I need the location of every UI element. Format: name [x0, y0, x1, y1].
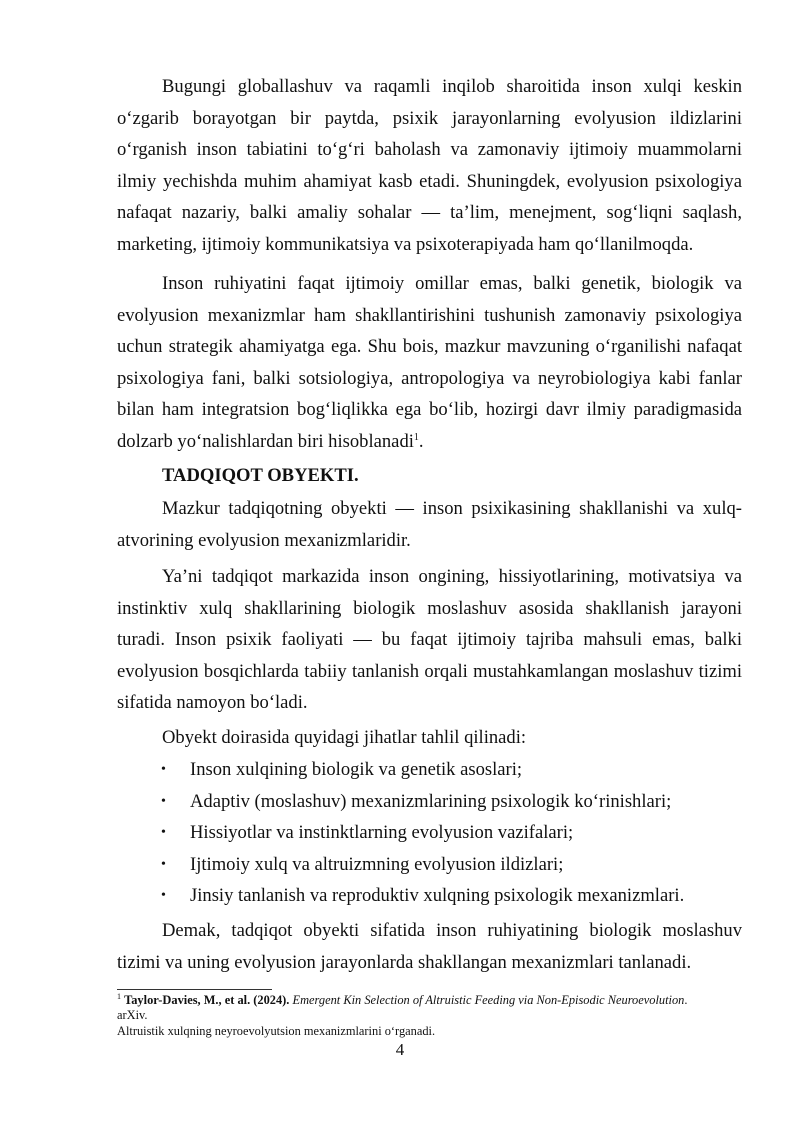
aspects-list [117, 754, 742, 912]
bullet-icon: • [161, 825, 166, 841]
paragraph-relevance [117, 268, 742, 458]
list-item [117, 754, 742, 786]
list-item-text: Inson xulqining biologik va genetik asoslari; [190, 759, 523, 780]
list-item [117, 880, 742, 912]
footnote [117, 993, 747, 1008]
footnote-authors: Taylor-Davies, M., et al. (2024). [124, 993, 290, 1007]
footnote-number: 1 [117, 991, 121, 1001]
bullet-icon: • [161, 762, 166, 777]
list-item-text: Hissiyotlar va instinktlarning evolyusion vazifalari; [190, 822, 574, 844]
list-item [117, 817, 742, 849]
footnote-reference: 1 [413, 431, 419, 443]
paragraph-relevance-end: . [418, 430, 424, 452]
paragraph-conclusion: Demak, tadqiqot obyekti sifatida inson ruhiyatining biologik moslashuv tizimi va uning evolyusion jarayonlarda shakllangan mexanizmlari tanlanadi. [117, 920, 742, 973]
list-item [117, 786, 742, 818]
list-item-text: Ijtimoiy xulq va altruizmning evolyusion ildizlari; [190, 853, 564, 875]
bullet-icon: • [161, 888, 166, 904]
list-item-text: Adaptiv (moslashuv) mexanizmlarining psixologik ko‘rinishlari; [190, 790, 672, 812]
page-number: 4 [395, 1040, 405, 1059]
paragraph-focus: Ya’ni tadqiqot markazida inson ongining, hissiyotlarining, motivatsiya va instinktiv xulq shakllarining biologik moslashuv asosida shakllanish jarayoni turadi. Inson psixik faoliyati — bu faqat ijtimoiy tajriba mahsuli emas, balki evolyusion bosqichlarda tabiiy tanlanish orqali mustahkamlangan moslashuv tizimi sifatida namoyon bo‘ladi. [117, 566, 742, 714]
paragraph-object: Mazkur tadqiqotning obyekti — inson psixikasining shakllanishi va xulq-atvorining evolyusion mexanizmlaridir. [117, 498, 742, 551]
bullet-icon: • [161, 856, 166, 872]
footnote-title: Emergent Kin Selection of Altruistic Feeding via Non-Episodic Neuroevolution [292, 993, 685, 1007]
section-heading: TADQIQOT OBYEKTI. [162, 465, 359, 486]
footnote-title-end: . [684, 993, 688, 1007]
list-item-text: Jinsiy tanlanish va reproduktiv xulqning psixologik mexanizmlari. [190, 885, 685, 907]
footnote-separator [117, 989, 272, 990]
footnote-source: arXiv. [117, 1008, 148, 1022]
paragraph-relevance-text: Inson ruhiyatini faqat ijtimoiy omillar emas, balki genetik, biologik va evolyusion mexanizmlar ham shakllantirishini tushunish zamonaviy psixologiya uchun strategik ahamiyatga ega. Shu bois, mazkur mavzuning o‘rganilishi nafaqat psixologiya fani, balki sotsiologiya, antropologiya va neyrobiologiya kabi fanlar bilan ham integratsion bog‘liqlikka ega bo‘lib, hozirgi davr ilmiy paradigmasida dolzarb yo‘nalishlardan biri hisoblanadi [117, 273, 742, 452]
paragraph-list-intro: Obyekt doirasida quyidagi jihatlar tahlil qilinadi: [162, 727, 527, 748]
list-item [117, 849, 742, 881]
paragraph-intro: Bugungi globallashuv va raqamli inqilob sharoitida inson xulqi keskin o‘zgarib borayotgan bir paytda, psixik jarayonlarning evolyusion ildizlarini o‘rganish inson tabiatini to‘g‘ri baholash va zamonaviy ijtimoiy muammolarni ilmiy yechishda muhim ahamiyat kasb etadi. Shuningdek, evolyusion psixologiya nafaqat nazariy, balki amaliy sohalar — ta’lim, menejment, sog‘liqni saqlash, marketing, ijtimoiy kommunikatsiya va psixoterapiyada ham qo‘llanilmoqda. [117, 76, 742, 255]
bullet-icon: • [161, 793, 166, 809]
footnote-note: Altruistik xulqning neyroevolyutsion mexanizmlarini o‘rganadi. [117, 1024, 436, 1038]
